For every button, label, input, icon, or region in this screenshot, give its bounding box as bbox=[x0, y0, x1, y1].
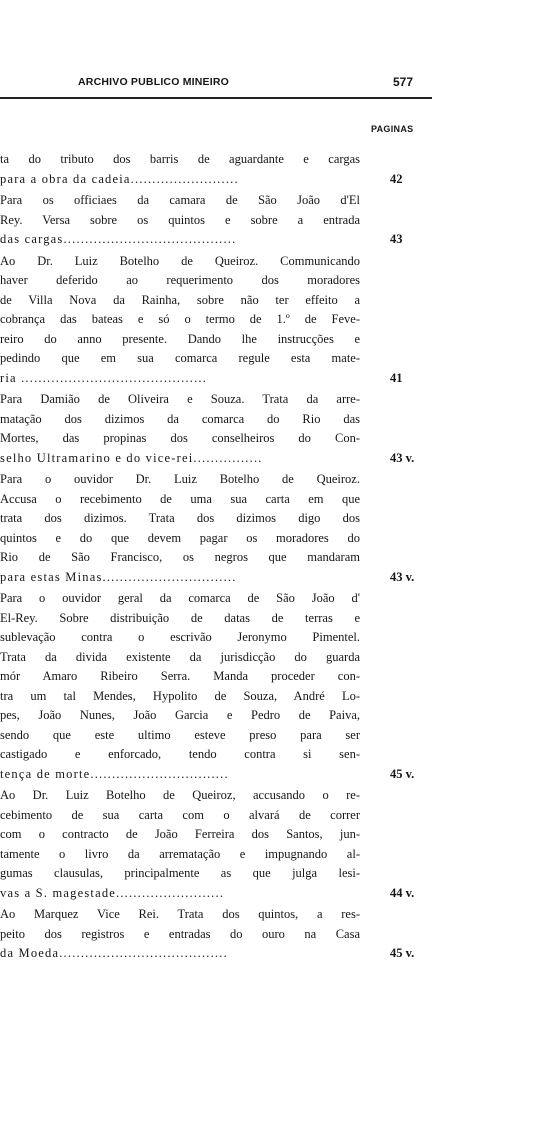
entry-line-leader: para estas Minas............................... bbox=[0, 569, 237, 584]
entry-line-leader: da Moeda....................................... bbox=[0, 946, 228, 960]
entry-line: pes, João Nunes, João Garcia e Pedro de Paiva, bbox=[0, 708, 360, 722]
entry-page-reference: 43 bbox=[390, 232, 403, 246]
entry-line: matação dos dizimos da comarca do Rio das bbox=[0, 411, 360, 426]
entry-line: Accusa o recebimento de uma sua carta em que bbox=[0, 491, 360, 506]
entry-line: com o contracto de João Ferreira dos Santos, jun- bbox=[0, 827, 360, 841]
entry-line-leader: tença de morte................................ bbox=[0, 766, 229, 781]
entry-line: reiro do anno presente. Dando lhe instrucções e bbox=[0, 331, 360, 346]
entry-line: sublevação contra o escrivão Jeronymo Pimentel. bbox=[0, 630, 360, 644]
entry-line: trata dos dizimos. Trata dos dizimos digo dos bbox=[0, 511, 360, 525]
entry-line: Para o ouvidor Dr. Luiz Botelho de Queiroz. bbox=[0, 472, 360, 486]
header-rule bbox=[0, 97, 432, 99]
entry-line: Rio de São Francisco, os negros que mandaram bbox=[0, 550, 360, 564]
entry-line: Ao Marquez Vice Rei. Trata dos quintos, a res- bbox=[0, 907, 360, 921]
page-number: 577 bbox=[393, 75, 414, 89]
entry-line: sendo que este ultimo esteve preso para ser bbox=[0, 727, 360, 742]
entry-page-reference: 44 v. bbox=[390, 885, 415, 900]
entry-line: castigado e enforcado, tendo contra si sen- bbox=[0, 747, 360, 761]
entry-line: Rey. Versa sobre os quintos e sobre a entrada bbox=[0, 212, 360, 227]
entry-line: cebimento de sua carta com o alvará de correr bbox=[0, 807, 360, 822]
entry-line-leader: selho Ultramarino e do vice-rei................ bbox=[0, 450, 263, 465]
entry-page-reference: 43 v. bbox=[390, 450, 415, 465]
entry-line: Para os officiaes da camara de São João d'El bbox=[0, 193, 360, 207]
entry-page-reference: 45 v. bbox=[390, 766, 415, 781]
entry-line: mór Amaro Ribeiro Serra. Manda proceder con- bbox=[0, 669, 360, 683]
running-header bbox=[0, 76, 440, 96]
entry-line: peito dos registros e entradas do ouro na Casa bbox=[0, 926, 360, 941]
entry-line: Ao Dr. Luiz Botelho de Queiroz. Communicando bbox=[0, 253, 360, 268]
entry-line-leader: ria ........................................... bbox=[0, 370, 208, 385]
entry-line: tamente o livro da arrematação e impugnando al- bbox=[0, 846, 360, 861]
entry-line: ta do tributo dos barris de aguardante e cargas bbox=[0, 152, 360, 166]
entry-line-leader: das cargas........................................ bbox=[0, 232, 237, 246]
entry-line: Mortes, das propinas dos conselheiros do Con- bbox=[0, 431, 360, 445]
entry-page-reference: 42 bbox=[390, 171, 403, 186]
entry-line: cobrança das bateas e só o termo de 1.º de Feve- bbox=[0, 312, 360, 326]
column-heading-paginas: PAGINAS bbox=[371, 124, 414, 134]
entry-line-leader: vas a S. magestade......................... bbox=[0, 885, 225, 900]
entry-line: pedindo que em sua comarca regule esta mate- bbox=[0, 351, 360, 365]
entry-line: gumas clausulas, principalmente as que julga lesi- bbox=[0, 866, 360, 880]
entry-line: quintos e do que devem pagar os moradores do bbox=[0, 530, 360, 545]
header-title: ARCHIVO PUBLICO MINEIRO bbox=[78, 76, 230, 88]
entry-line-leader: para a obra da cadeia......................... bbox=[0, 171, 239, 186]
entry-line: Ao Dr. Luiz Botelho de Queiroz, accusando o re- bbox=[0, 788, 360, 802]
entry-line: Trata da divida existente da jurisdicção do guarda bbox=[0, 649, 360, 664]
entry-page-reference: 43 v. bbox=[390, 569, 415, 584]
entry-line: El-Rey. Sobre distribuição de datas de terras e bbox=[0, 610, 360, 625]
entry-line: tra um tal Mendes, Hypolito de Souza, André Lo- bbox=[0, 688, 360, 703]
entry-line: de Villa Nova da Rainha, sobre não ter effeito a bbox=[0, 292, 360, 307]
entry-page-reference: 45 v. bbox=[390, 946, 415, 960]
entry-line: Para Damião de Oliveira e Souza. Trata da arre- bbox=[0, 392, 360, 406]
entry-page-reference: 41 bbox=[390, 370, 403, 385]
entry-line: Para o ouvidor geral da comarca de São João d' bbox=[0, 591, 360, 605]
entry-line: haver deferido ao requerimento dos moradores bbox=[0, 273, 360, 287]
